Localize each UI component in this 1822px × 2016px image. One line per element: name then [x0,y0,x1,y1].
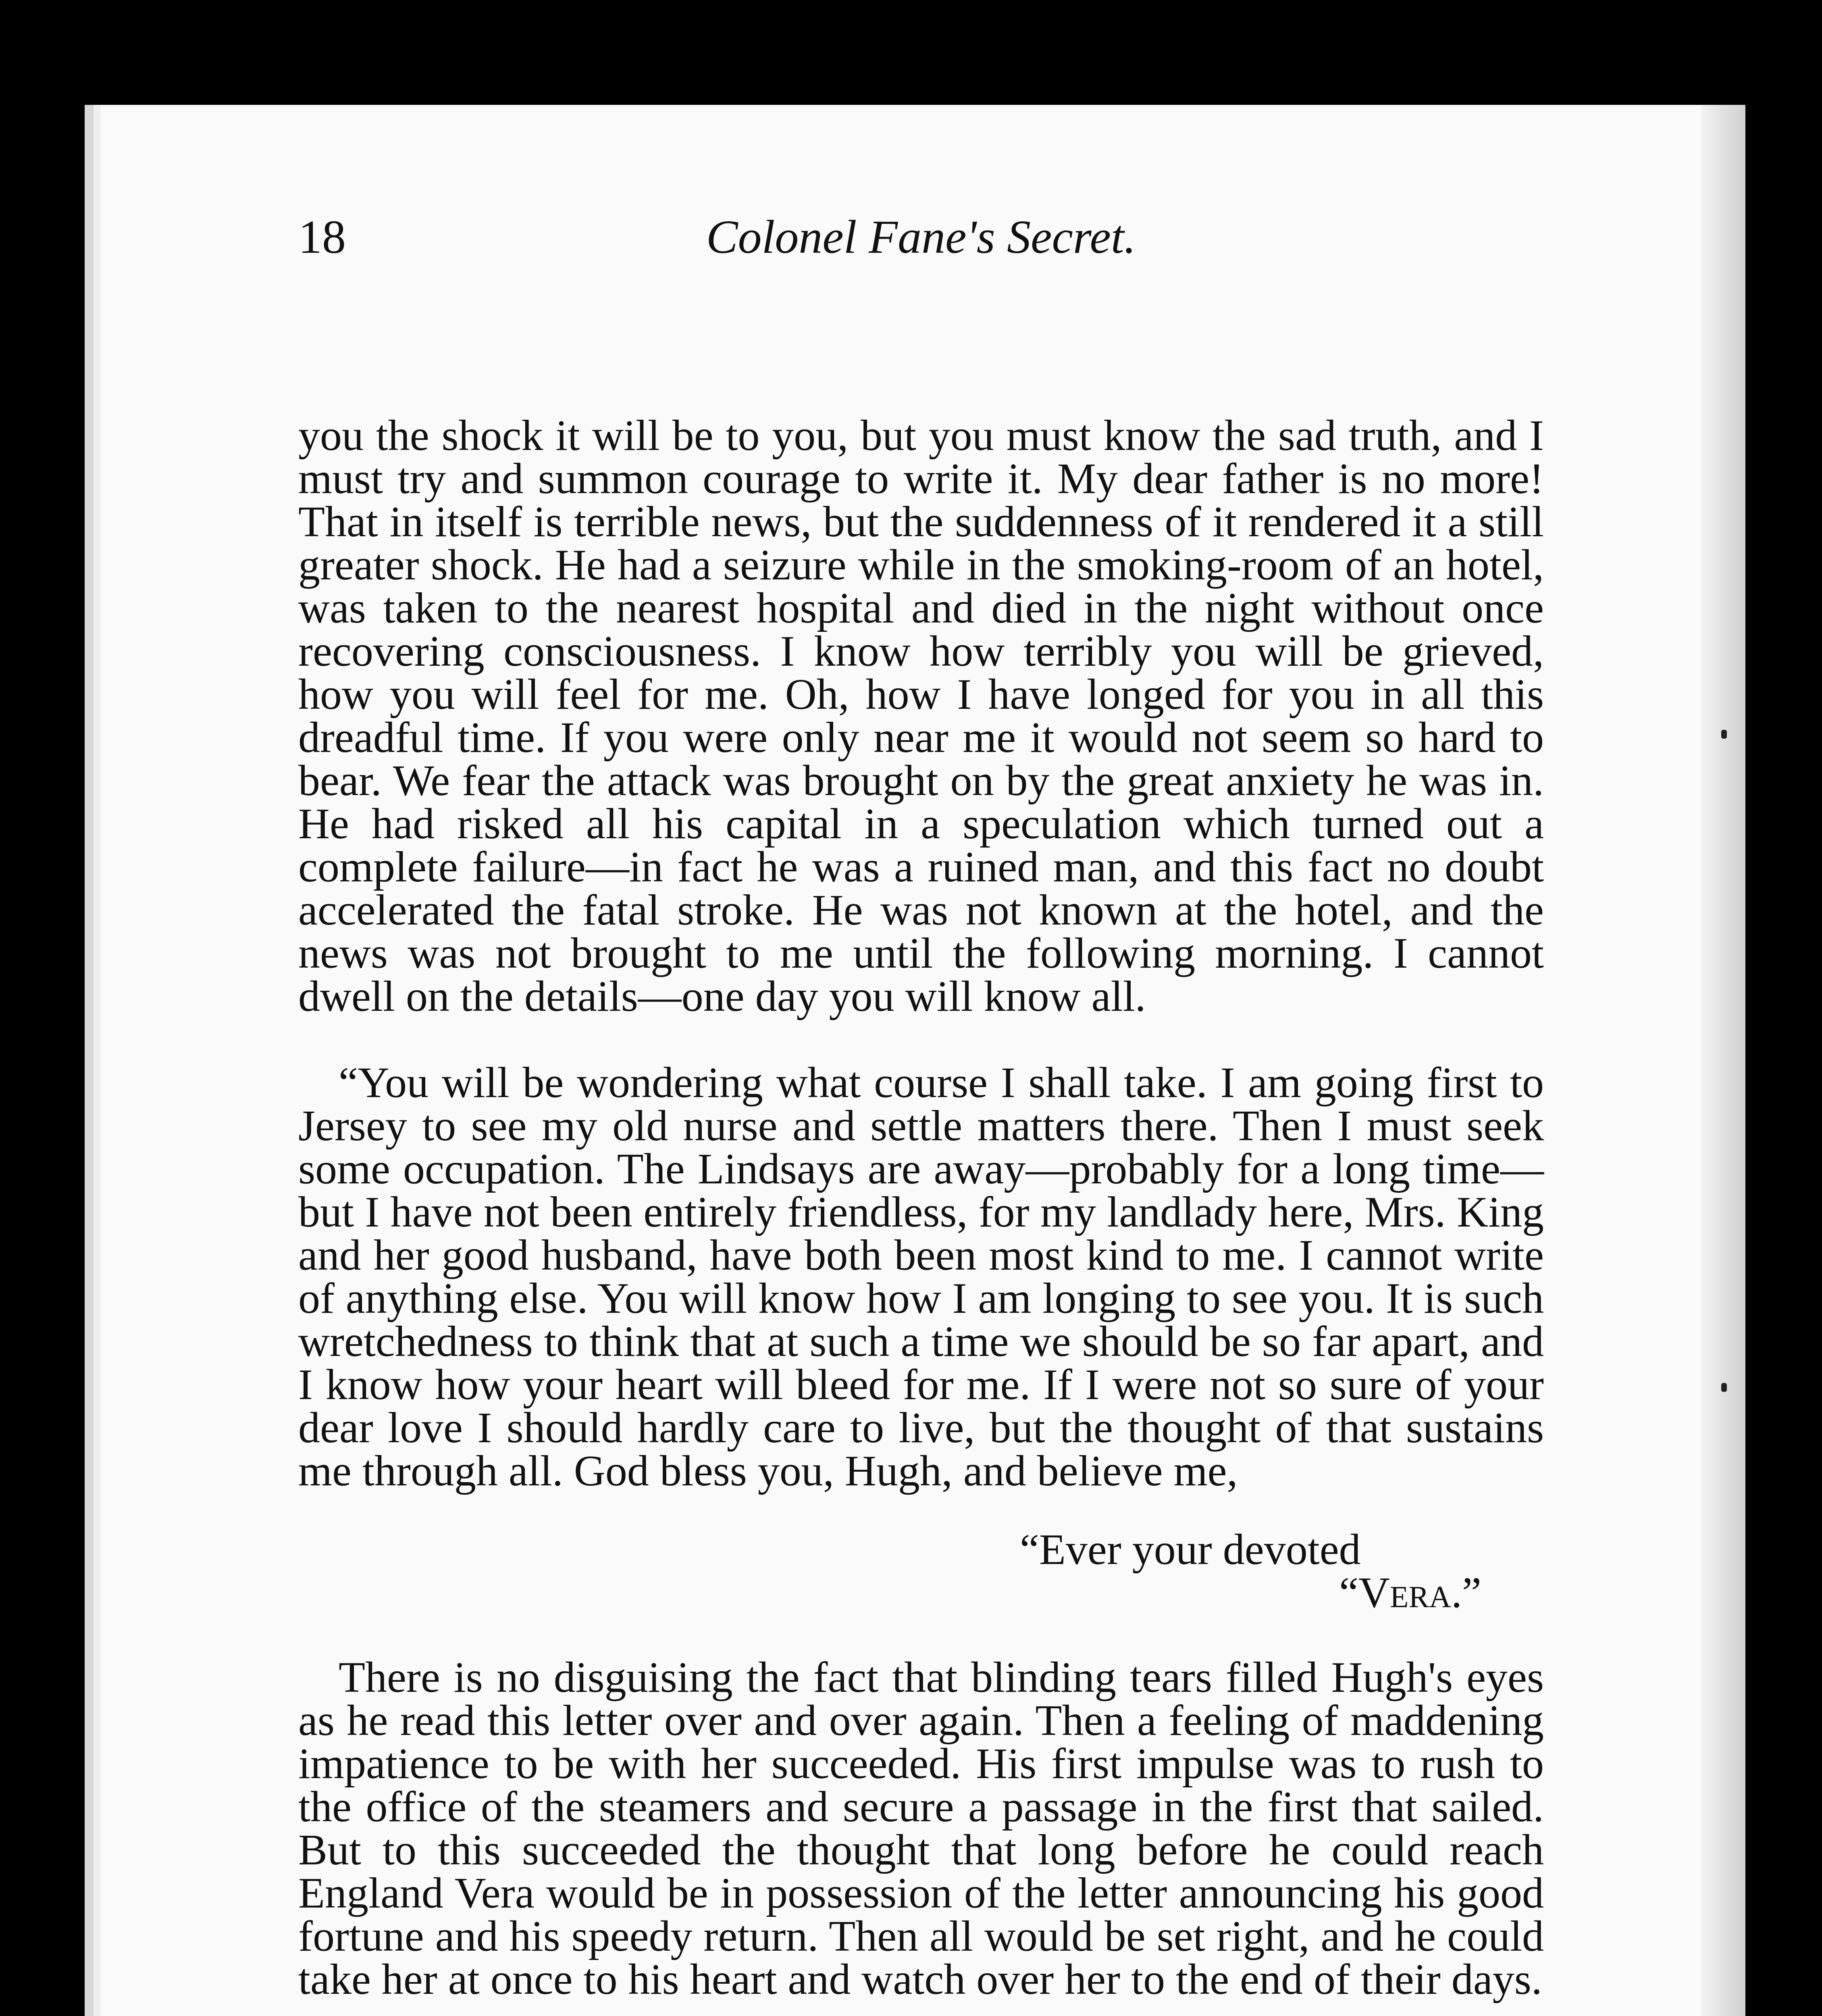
page-fore-edge [1701,105,1745,2016]
margin-mark [1721,730,1727,739]
paragraph-2: “You will be wondering what course I shall take. I am going first to Jersey to see my old nurse and settle matters there. Then I must seek some occupation. The Lindsays are away—probably for a long time—but I have not been entirely friendless, for my landlady here, Mrs. King and her good husband, have both been most kind to me. I cannot write of anything else. You will know how I am longing to see you. It is such wretchedness to think that at such a time we should be so far apart, and I know how your heart will bleed for me. If I were not so sure of your dear love I should hardly care to live, but the thought of that sustains me through all. God bless you, Hugh, and believe me, [298,1059,1544,1495]
letter-closing: “Ever your devoted [1020,1526,1361,1574]
page-header [298,210,1544,270]
body-text-bottom [298,1613,1544,2016]
paragraph-3: There is no disguising the fact that blinding tears filled Hugh's eyes as he read this letter over and over again. Then a feeling of maddening impatience to be with her succeeded. His first impulse was to rush to the office of the steamers and secure a passage in the first that sailed. But to this succeeded the thought that long before he could reach England Vera would be in possession of the letter announcing his good fortune and his speedy return. Then all would be set right, and he could take her at once to his heart and watch over her to the end of their days. [298,1654,1544,2004]
page-binding-edge [85,105,94,2016]
margin-mark [1721,1383,1727,1392]
page-number: 18 [298,210,346,263]
paragraph-1: you the shock it will be to you, but you must know the sad truth, and I must try and summon courage to write it. My dear father is no more! That in itself is terrible news, but the suddenness of it rendered it a still greater shock. He had a seizure while in the smoking-room of an hotel, was taken to the nearest hospital and died in the night without once recovering consciousness. I know how terribly you will be grieved, how you will feel for me. Oh, how I have longed for you in all this dreadful time. If you were only near me it would not seem so hard to bear. We fear the attack was brought on by the great anxiety he was in. He had risked all his capital in a speculation which turned out a complete failure—in fact he was a ruined man, and this fact no doubt accelerated the fatal stroke. He was not known at the hotel, and the news was not brought to me until the following morning. I cannot dwell on the details—one day you will know all. [298,412,1544,1020]
letter-signature: “Vera.” [1339,1569,1481,1617]
body-text-top [298,371,1544,1536]
running-title: Colonel Fane's Secret. [706,210,1136,263]
